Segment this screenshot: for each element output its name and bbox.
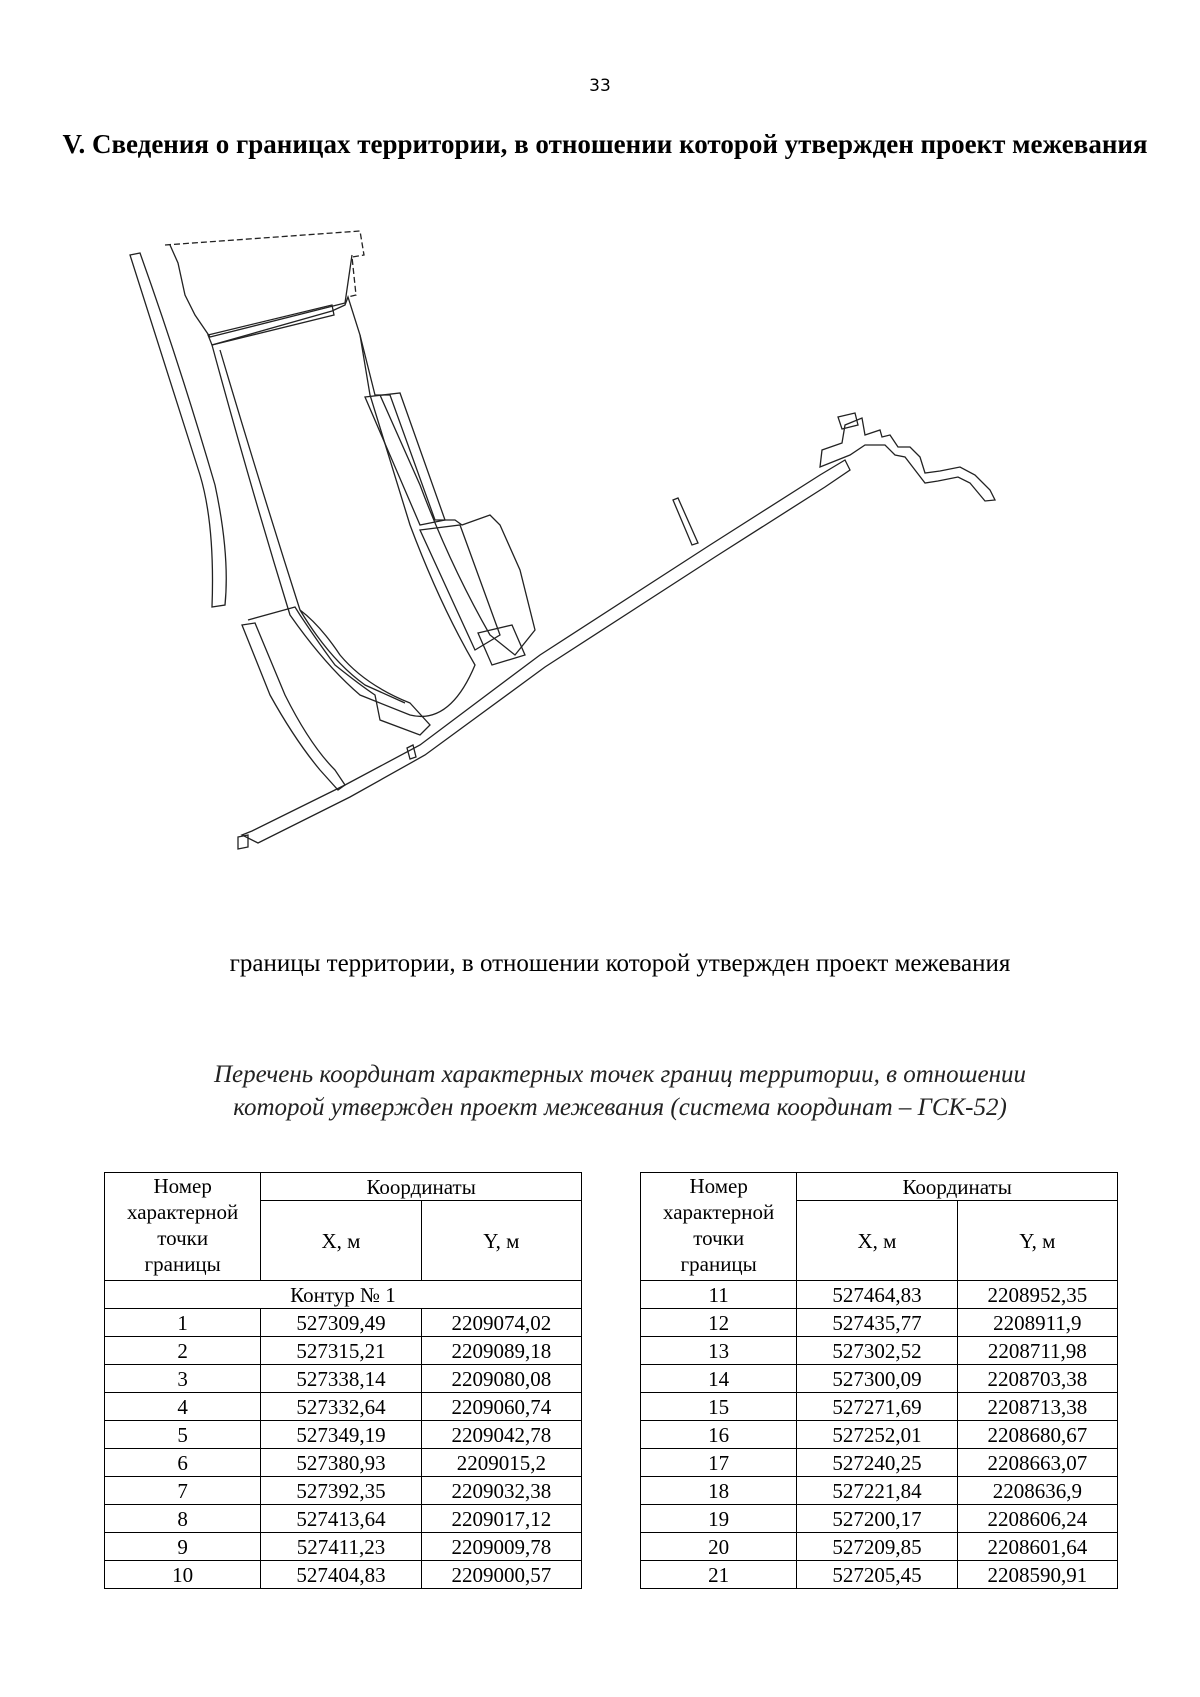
- y-value: 2209009,78: [421, 1533, 581, 1561]
- y-value: 2209080,08: [421, 1365, 581, 1393]
- y-value: 2209042,78: [421, 1421, 581, 1449]
- map-right-parcel-1: [365, 393, 445, 525]
- table-row: [641, 1477, 1118, 1505]
- map-spur: [407, 745, 416, 759]
- coordinates-table-right: [640, 1172, 1118, 1589]
- map-stub: [673, 498, 698, 545]
- x-value: 527300,09: [797, 1365, 957, 1393]
- table-row: [641, 1281, 1118, 1309]
- caption-line-1: Перечень координат характерных точек границ территории, в отношении: [213, 1061, 1027, 1088]
- map-main-parcel: [212, 297, 475, 716]
- table-row: [105, 1477, 582, 1505]
- header-point-number: [105, 1173, 261, 1281]
- point-number: 6: [105, 1449, 261, 1477]
- header-x: X, м: [797, 1201, 957, 1281]
- header-coordinates: Координаты: [797, 1173, 1118, 1201]
- table-row: [641, 1337, 1118, 1365]
- table-row: [105, 1449, 582, 1477]
- caption-line-2: которой утвержден проект межевания (система координат – ГСК-52): [233, 1094, 1007, 1121]
- x-value: 527252,01: [797, 1421, 957, 1449]
- point-number: 17: [641, 1449, 797, 1477]
- map-left-strip: [130, 253, 226, 607]
- table-row: [105, 1421, 582, 1449]
- header-point-line-1: Номер: [153, 1174, 212, 1198]
- y-value: 2209074,02: [421, 1309, 581, 1337]
- header-x: X, м: [261, 1201, 421, 1281]
- point-number: 10: [105, 1561, 261, 1589]
- header-point-line-4: границы: [144, 1252, 221, 1276]
- point-number: 12: [641, 1309, 797, 1337]
- map-legend: границы территории, в отношении которой утвержден проект межевания: [229, 950, 1011, 977]
- point-number: 1: [105, 1309, 261, 1337]
- point-number: 18: [641, 1477, 797, 1505]
- header-point-line-1: Номер: [689, 1174, 748, 1198]
- header-y: Y, м: [957, 1201, 1117, 1281]
- contour-label: Контур № 1: [105, 1281, 582, 1309]
- point-number: 2: [105, 1337, 261, 1365]
- point-number: 15: [641, 1393, 797, 1421]
- x-value: 527200,17: [797, 1505, 957, 1533]
- x-value: 527205,45: [797, 1561, 957, 1589]
- x-value: 527464,83: [797, 1281, 957, 1309]
- table-row: [105, 1337, 582, 1365]
- y-value: 2208952,35: [957, 1281, 1117, 1309]
- point-number: 21: [641, 1561, 797, 1589]
- point-number: 4: [105, 1393, 261, 1421]
- table-row: [105, 1533, 582, 1561]
- table-row: [641, 1421, 1118, 1449]
- header-y: Y, м: [421, 1201, 581, 1281]
- x-value: 527271,69: [797, 1393, 957, 1421]
- point-number: 9: [105, 1533, 261, 1561]
- y-value: 2208636,9: [957, 1477, 1117, 1505]
- map-lower-left-strip: [242, 623, 345, 790]
- point-number: 8: [105, 1505, 261, 1533]
- header-point-line-2: характерной: [663, 1200, 775, 1224]
- table-row: [105, 1309, 582, 1337]
- x-value: 527413,64: [261, 1505, 421, 1533]
- table-row: [641, 1561, 1118, 1589]
- header-point-line-2: характерной: [127, 1200, 239, 1224]
- coordinates-table-left: [104, 1172, 582, 1589]
- x-value: 527209,85: [797, 1533, 957, 1561]
- point-number: 11: [641, 1281, 797, 1309]
- header-point-line-3: точки: [157, 1226, 209, 1250]
- point-number: 13: [641, 1337, 797, 1365]
- map-right-column: [360, 335, 535, 655]
- point-number: 7: [105, 1477, 261, 1505]
- table-row: [641, 1449, 1118, 1477]
- y-value: 2209060,74: [421, 1393, 581, 1421]
- table-row: [641, 1393, 1118, 1421]
- table-row: [641, 1309, 1118, 1337]
- x-value: 527309,49: [261, 1309, 421, 1337]
- y-value: 2208601,64: [957, 1533, 1117, 1561]
- y-value: 2209089,18: [421, 1337, 581, 1365]
- x-value: 527380,93: [261, 1449, 421, 1477]
- y-value: 2208703,38: [957, 1365, 1117, 1393]
- x-value: 527240,25: [797, 1449, 957, 1477]
- point-number: 3: [105, 1365, 261, 1393]
- y-value: 2208713,38: [957, 1393, 1117, 1421]
- header-point-line-4: границы: [680, 1252, 757, 1276]
- y-value: 2209015,2: [421, 1449, 581, 1477]
- map-top-parcel: [170, 245, 352, 337]
- x-value: 527435,77: [797, 1309, 957, 1337]
- table-row: [641, 1365, 1118, 1393]
- table-row: [105, 1393, 582, 1421]
- x-value: 527349,19: [261, 1421, 421, 1449]
- table-row: [105, 1365, 582, 1393]
- y-value: 2208590,91: [957, 1561, 1117, 1589]
- coordinates-list-caption: [80, 1058, 1160, 1124]
- y-value: 2209000,57: [421, 1561, 581, 1589]
- table-row: [105, 1505, 582, 1533]
- point-number: 14: [641, 1365, 797, 1393]
- table-row: [105, 1561, 582, 1589]
- x-value: 527315,21: [261, 1337, 421, 1365]
- point-number: 5: [105, 1421, 261, 1449]
- y-value: 2208606,24: [957, 1505, 1117, 1533]
- header-point-number: [641, 1173, 797, 1281]
- map-top-boundary: [165, 231, 364, 297]
- y-value: 2208663,07: [957, 1449, 1117, 1477]
- x-value: 527332,64: [261, 1393, 421, 1421]
- y-value: 2208911,9: [957, 1309, 1117, 1337]
- page-number: 33: [589, 76, 611, 96]
- y-value: 2209017,12: [421, 1505, 581, 1533]
- point-number: 19: [641, 1505, 797, 1533]
- y-value: 2208711,98: [957, 1337, 1117, 1365]
- table-row: [641, 1505, 1118, 1533]
- x-value: 527404,83: [261, 1561, 421, 1589]
- point-number: 20: [641, 1533, 797, 1561]
- map-inner-curve: [220, 350, 405, 703]
- table-row: [641, 1533, 1118, 1561]
- section-title: V. Сведения о границах территории, в отношении которой утвержден проект межевания: [62, 129, 1148, 159]
- y-value: 2209032,38: [421, 1477, 581, 1505]
- map-right-end: [820, 418, 995, 501]
- x-value: 527392,35: [261, 1477, 421, 1505]
- x-value: 527221,84: [797, 1477, 957, 1505]
- header-coordinates: Координаты: [261, 1173, 582, 1201]
- y-value: 2208680,67: [957, 1421, 1117, 1449]
- boundary-map: [120, 225, 1120, 945]
- x-value: 527411,23: [261, 1533, 421, 1561]
- x-value: 527338,14: [261, 1365, 421, 1393]
- point-number: 16: [641, 1421, 797, 1449]
- x-value: 527302,52: [797, 1337, 957, 1365]
- header-point-line-3: точки: [693, 1226, 745, 1250]
